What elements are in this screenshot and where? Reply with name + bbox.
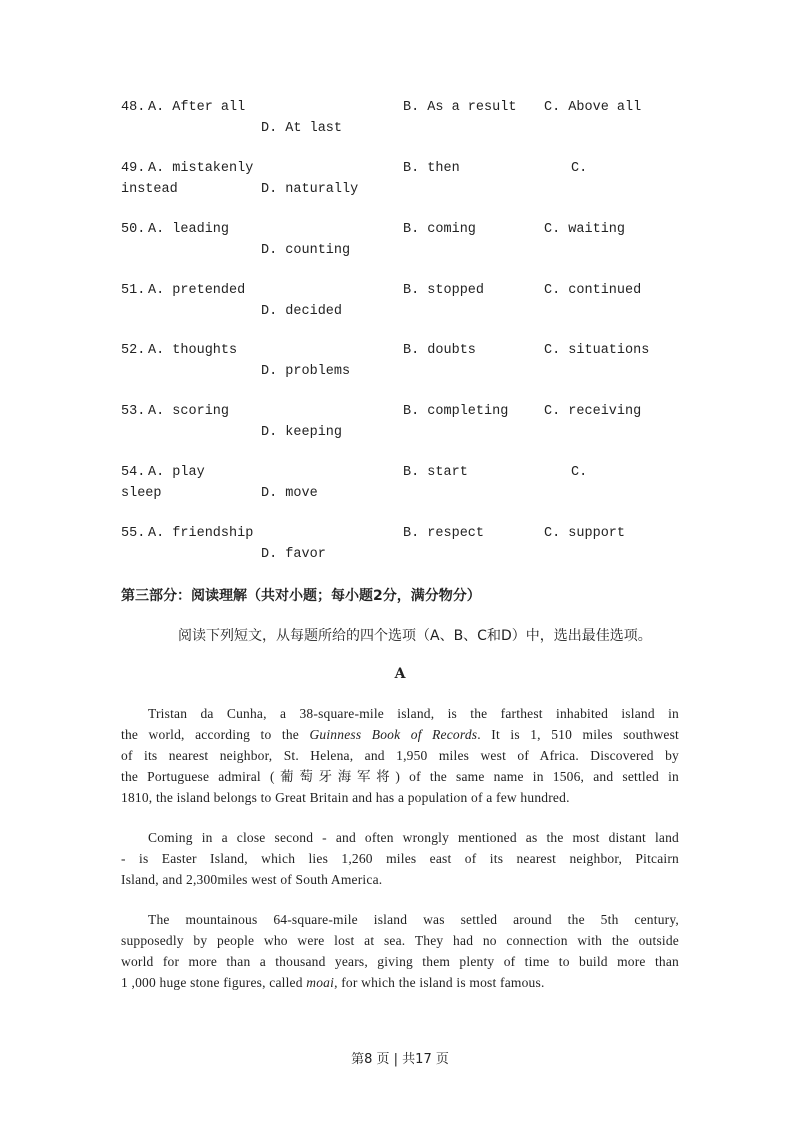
- option-b: B. coming: [403, 222, 476, 237]
- paragraph-line: Coming in a close second - and often wrongly mentioned as the most distant land: [148, 830, 679, 845]
- option-c: C. Above all: [544, 100, 642, 115]
- option-b: B. doubts: [403, 343, 476, 358]
- option-c: C. receiving: [544, 404, 642, 419]
- option-d: D. favor: [261, 547, 326, 562]
- paragraph-line: world for more than a thousand years, giving them plenty of time to build more than: [121, 954, 679, 969]
- text-span: , for which the island is most famous.: [334, 975, 545, 990]
- option-a: A. mistakenly: [148, 161, 254, 176]
- option-d: D. decided: [261, 304, 343, 319]
- paragraph-line: Island, and 2,300miles west of South America.: [121, 872, 383, 887]
- option-d: D. problems: [261, 364, 351, 379]
- option-b: B. As a result: [403, 100, 517, 115]
- question-number: 48.: [121, 100, 146, 115]
- option-a: A. scoring: [148, 404, 230, 419]
- option-c: C.: [571, 465, 588, 480]
- option-c: C. waiting: [544, 222, 626, 237]
- question-number: 54.: [121, 465, 146, 480]
- option-b: B. then: [403, 161, 460, 176]
- option-a: A. friendship: [148, 526, 254, 541]
- section-heading: 第三部分：阅读理解（共对小题；每小题2分，满分物分）: [121, 588, 481, 604]
- option-b: B. start: [403, 465, 468, 480]
- paragraph-line: 1810, the island belongs to Great Britain and has a population of a few hundred.: [121, 790, 570, 805]
- question-number: 49.: [121, 161, 146, 176]
- option-b: B. respect: [403, 526, 485, 541]
- paragraph-line: supposedly by people who were lost at sea. They had no connection with the outside: [121, 933, 679, 948]
- option-b: B. stopped: [403, 283, 485, 298]
- question-number: 52.: [121, 343, 146, 358]
- option-d: D. move: [261, 486, 318, 501]
- paragraph-line: of its nearest neighbor, St. Helena, and 1,950 miles west of Africa. Discovered by: [121, 748, 679, 763]
- text-span: . It is 1, 510 miles southwest: [477, 727, 680, 742]
- option-c-continued: sleep: [121, 486, 162, 501]
- question-number: 51.: [121, 283, 146, 298]
- option-d: D. counting: [261, 243, 351, 258]
- paragraph-line: - is Easter Island, which lies 1,260 miles east of its nearest neighbor, Pitcairn: [121, 851, 679, 866]
- paragraph-line: the Portuguese admiral (葡萄牙海军将) of the same name in 1506, and settled in: [121, 769, 679, 784]
- option-a: A. After all: [148, 100, 246, 115]
- instruction-text: 阅读下列短文，从每题所给的四个选项（A、B、C和D）中，选出最佳选项。: [178, 628, 652, 644]
- option-c: C. situations: [544, 343, 650, 358]
- paragraph-line: [121, 975, 679, 991]
- option-d: D. keeping: [261, 425, 343, 440]
- option-b: B. completing: [403, 404, 509, 419]
- option-d: D. At last: [261, 121, 343, 136]
- page-footer: 第8 页 | 共17 页: [351, 1052, 449, 1067]
- text-span: the world, according to the: [121, 727, 310, 742]
- text-span: 1 ,000 huge stone figures, called: [121, 975, 307, 990]
- question-number: 55.: [121, 526, 146, 541]
- moai-term: moai: [306, 975, 335, 990]
- book-title: Guinness Book of Records: [309, 727, 478, 742]
- paragraph-line: [121, 727, 679, 743]
- option-c-continued: instead: [121, 182, 178, 197]
- option-c: C.: [571, 161, 588, 176]
- option-a: A. play: [148, 465, 205, 480]
- paragraph-line: Tristan da Cunha, a 38-square-mile island, is the farthest inhabited island in: [148, 706, 679, 721]
- question-number: 50.: [121, 222, 146, 237]
- paragraph-line: The mountainous 64-square-mile island was settled around the 5th century,: [148, 912, 679, 927]
- option-c: C. support: [544, 526, 626, 541]
- option-a: A. thoughts: [148, 343, 238, 358]
- option-c: C. continued: [544, 283, 642, 298]
- question-number: 53.: [121, 404, 146, 419]
- option-a: A. pretended: [148, 283, 246, 298]
- passage-title: A: [394, 666, 406, 682]
- option-d: D. naturally: [261, 182, 359, 197]
- option-a: A. leading: [148, 222, 230, 237]
